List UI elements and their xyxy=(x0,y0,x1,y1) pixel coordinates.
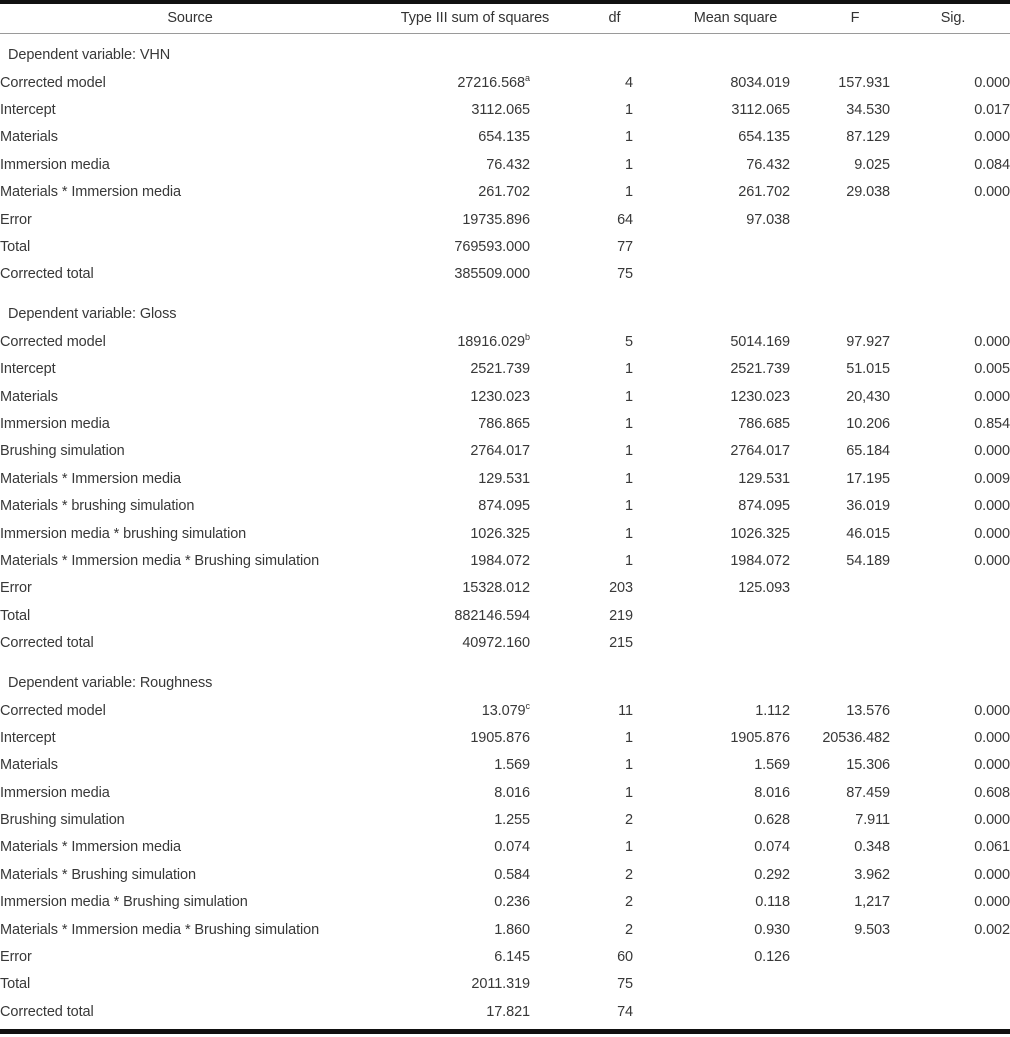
f-value-cell xyxy=(790,998,890,1025)
source-cell: Brushing simulation xyxy=(0,812,125,829)
df-cell: 2 xyxy=(625,812,633,829)
sum-of-squares-cell: 27216.568$^a$ xyxy=(457,72,530,91)
df-cell: 203 xyxy=(609,580,633,597)
df-cell: 4 xyxy=(625,74,633,91)
source-cell: Brushing simulation xyxy=(0,443,125,460)
mean-square-cell: 0.930 xyxy=(754,921,790,938)
df-cell: 1 xyxy=(625,102,633,119)
sum-of-squares-cell: 15328.012 xyxy=(462,580,530,597)
table-row xyxy=(0,179,1010,206)
mean-square-cell: 654.135 xyxy=(738,129,790,146)
f-value-cell: 20536.482 xyxy=(822,729,890,746)
sum-of-squares-cell: 2011.319 xyxy=(471,976,530,993)
table-row xyxy=(0,261,1010,288)
mean-square-cell: 1026.325 xyxy=(730,525,790,542)
mean-square-cell: 0.074 xyxy=(754,839,790,856)
column-header-type-iii-sum-of-squares: Type III sum of squares xyxy=(360,4,530,33)
header-row xyxy=(0,4,1010,33)
sum-of-squares-cell: 2764.017 xyxy=(470,443,530,460)
source-cell: Intercept xyxy=(0,729,56,746)
mean-square-cell: 8034.019 xyxy=(730,74,790,91)
table-row xyxy=(0,889,1010,916)
column-header-mean-square: Mean square xyxy=(633,4,790,33)
source-cell: Total xyxy=(0,976,31,993)
source-cell: Materials * Immersion media * Brushing simulation xyxy=(0,921,320,938)
sig-cell: 0.000 xyxy=(974,388,1010,405)
f-value-cell: 51.015 xyxy=(846,361,890,378)
table-header xyxy=(0,4,1010,33)
f-value-cell xyxy=(790,261,890,288)
mean-square-cell: 2764.017 xyxy=(730,443,790,460)
anova-table xyxy=(0,4,1010,1026)
sig-cell: 0.005 xyxy=(974,361,1010,378)
source-cell: Materials xyxy=(0,388,58,405)
sig-cell: 0.000 xyxy=(974,498,1010,515)
sum-of-squares-cell: 385509.000 xyxy=(454,266,530,283)
df-cell: 75 xyxy=(617,266,633,283)
source-cell: Materials * brushing simulation xyxy=(0,498,195,515)
f-value-cell xyxy=(790,206,890,233)
df-cell: 1 xyxy=(625,729,633,746)
table-body xyxy=(0,33,1010,1026)
mean-square-cell xyxy=(633,233,790,260)
sig-cell: 0.000 xyxy=(974,525,1010,542)
mean-square-cell: 1230.023 xyxy=(730,388,790,405)
mean-square-cell: 1905.876 xyxy=(730,729,790,746)
df-cell: 1 xyxy=(625,388,633,405)
sum-of-squares-cell: 0.236 xyxy=(494,894,530,911)
df-cell: 1 xyxy=(625,361,633,378)
sig-cell: 0.000 xyxy=(974,184,1010,201)
sum-of-squares-cell: 882146.594 xyxy=(454,607,530,624)
sum-of-squares-cell: 0.584 xyxy=(494,866,530,883)
sum-of-squares-cell: 261.702 xyxy=(478,184,530,201)
table-row xyxy=(0,69,1010,96)
table-row xyxy=(0,629,1010,656)
table-row xyxy=(0,206,1010,233)
df-cell: 219 xyxy=(609,607,633,624)
df-cell: 1 xyxy=(625,784,633,801)
sig-cell: 0.000 xyxy=(974,74,1010,91)
df-cell: 5 xyxy=(625,333,633,350)
table-row xyxy=(0,752,1010,779)
sum-of-squares-cell: 2521.739 xyxy=(470,361,530,378)
f-value-cell: 46.015 xyxy=(846,525,890,542)
df-cell: 60 xyxy=(617,949,633,966)
table-row xyxy=(0,697,1010,724)
sum-of-squares-cell: 40972.160 xyxy=(462,635,530,652)
sig-cell: 0.000 xyxy=(974,812,1010,829)
table-row xyxy=(0,233,1010,260)
sig-cell: 0.002 xyxy=(974,921,1010,938)
f-value-cell: 36.019 xyxy=(846,498,890,515)
sum-of-squares-cell: 76.432 xyxy=(486,156,530,173)
mean-square-cell: 786.685 xyxy=(738,415,790,432)
source-cell: Immersion media * brushing simulation xyxy=(0,525,247,542)
sig-cell: 0.061 xyxy=(974,839,1010,856)
sum-of-squares-cell: 1.255 xyxy=(494,812,530,829)
table-bottom-rule xyxy=(0,1029,1010,1034)
source-cell: Corrected model xyxy=(0,74,106,91)
sum-of-squares-cell: 0.074 xyxy=(494,839,530,856)
sig-cell xyxy=(890,943,1010,970)
source-cell: Error xyxy=(0,580,32,597)
column-header-sig: Sig. xyxy=(890,4,1010,33)
df-cell: 2 xyxy=(625,894,633,911)
f-value-cell: 9.025 xyxy=(854,156,890,173)
source-cell: Error xyxy=(0,949,32,966)
source-cell: Corrected model xyxy=(0,702,106,719)
df-cell: 75 xyxy=(617,976,633,993)
sig-cell: 0.017 xyxy=(974,102,1010,119)
sum-of-squares-cell: 129.531 xyxy=(478,470,530,487)
f-value-cell: 0.348 xyxy=(854,839,890,856)
table-row xyxy=(0,724,1010,751)
sig-cell xyxy=(890,261,1010,288)
df-cell: 1 xyxy=(625,470,633,487)
sig-cell: 0.009 xyxy=(974,470,1010,487)
mean-square-cell: 0.126 xyxy=(754,949,790,966)
mean-square-cell: 129.531 xyxy=(738,470,790,487)
table-row xyxy=(0,998,1010,1025)
mean-square-cell: 1984.072 xyxy=(730,552,790,569)
source-cell: Total xyxy=(0,239,31,256)
source-cell: Materials * Immersion media * Brushing simulation xyxy=(0,552,320,569)
df-cell: 1 xyxy=(625,184,633,201)
sum-of-squares-cell: 1026.325 xyxy=(470,525,530,542)
section-title: Dependent variable: Gloss xyxy=(8,306,177,323)
mean-square-cell xyxy=(633,261,790,288)
source-cell: Materials * Immersion media xyxy=(0,184,182,201)
source-cell: Materials * Brushing simulation xyxy=(0,866,196,883)
mean-square-cell: 8.016 xyxy=(754,784,790,801)
table-row xyxy=(0,356,1010,383)
f-value-cell: 7.911 xyxy=(855,812,890,829)
mean-square-cell: 3112.065 xyxy=(731,102,790,119)
sum-of-squares-cell: 1984.072 xyxy=(470,552,530,569)
footnote-marker: a xyxy=(524,72,530,83)
sum-of-squares-cell: 17.821 xyxy=(486,1003,530,1020)
df-cell: 215 xyxy=(609,635,633,652)
table-row xyxy=(0,602,1010,629)
f-value-cell: 54.189 xyxy=(846,552,890,569)
table-row xyxy=(0,943,1010,970)
table-row xyxy=(0,465,1010,492)
sig-cell: 0.000 xyxy=(974,757,1010,774)
mean-square-cell: 0.628 xyxy=(754,812,790,829)
mean-square-cell: 76.432 xyxy=(746,156,790,173)
section-title-row xyxy=(0,657,1010,697)
column-header-f: F xyxy=(790,4,890,33)
f-value-cell: 34.530 xyxy=(846,102,890,119)
sum-of-squares-cell: 6.145 xyxy=(494,949,530,966)
f-value-cell: 3.962 xyxy=(854,866,890,883)
sig-cell: 0.000 xyxy=(974,894,1010,911)
f-value-cell: 17.195 xyxy=(846,470,890,487)
section-title: Dependent variable: VHN xyxy=(8,47,171,63)
table-row xyxy=(0,438,1010,465)
source-cell: Immersion media xyxy=(0,415,110,432)
source-cell: Corrected total xyxy=(0,635,94,652)
df-cell: 1 xyxy=(625,757,633,774)
sum-of-squares-cell: 874.095 xyxy=(478,498,530,515)
mean-square-cell: 2521.739 xyxy=(730,361,790,378)
sig-cell xyxy=(890,206,1010,233)
mean-square-cell: 874.095 xyxy=(738,498,790,515)
mean-square-cell: 5014.169 xyxy=(730,333,790,350)
table-row xyxy=(0,328,1010,355)
f-value-cell xyxy=(790,602,890,629)
section-title: Dependent variable: Roughness xyxy=(8,674,213,691)
f-value-cell xyxy=(790,233,890,260)
table-row xyxy=(0,492,1010,519)
sig-cell: 0.000 xyxy=(974,333,1010,350)
mean-square-cell: 0.118 xyxy=(755,894,790,911)
df-cell: 11 xyxy=(618,702,633,719)
sig-cell: 0.000 xyxy=(974,866,1010,883)
f-value-cell xyxy=(790,971,890,998)
sig-cell xyxy=(890,602,1010,629)
table-row xyxy=(0,547,1010,574)
source-cell: Error xyxy=(0,211,32,228)
df-cell: 2 xyxy=(625,921,633,938)
footnote-marker: b xyxy=(524,331,530,342)
sig-cell xyxy=(890,998,1010,1025)
source-cell: Total xyxy=(0,607,31,624)
f-value-cell: 10.206 xyxy=(846,415,890,432)
mean-square-cell xyxy=(633,629,790,656)
df-cell: 1 xyxy=(625,525,633,542)
table-row xyxy=(0,916,1010,943)
sig-cell: 0.000 xyxy=(974,702,1010,719)
source-cell: Intercept xyxy=(0,361,56,378)
f-value-cell: 97.927 xyxy=(846,333,890,350)
f-value-cell: 13.576 xyxy=(846,702,890,719)
f-value-cell: 65.184 xyxy=(846,443,890,460)
mean-square-cell: 261.702 xyxy=(738,184,790,201)
sum-of-squares-cell: 3112.065 xyxy=(471,102,530,119)
mean-square-cell: 1.569 xyxy=(754,757,790,774)
sig-cell: 0.854 xyxy=(974,415,1010,432)
sig-cell xyxy=(890,575,1010,602)
table-row xyxy=(0,124,1010,151)
mean-square-cell xyxy=(633,971,790,998)
section-title-row xyxy=(0,288,1010,328)
f-value-cell: 9.503 xyxy=(854,921,890,938)
table-row xyxy=(0,861,1010,888)
source-cell: Corrected total xyxy=(0,1003,94,1020)
f-value-cell xyxy=(790,629,890,656)
f-value-cell: 15.306 xyxy=(846,757,890,774)
sig-cell xyxy=(890,971,1010,998)
source-cell: Intercept xyxy=(0,102,56,119)
df-cell: 1 xyxy=(625,552,633,569)
df-cell: 77 xyxy=(617,239,633,256)
f-value-cell xyxy=(790,943,890,970)
mean-square-cell xyxy=(633,602,790,629)
sig-cell: 0.608 xyxy=(974,784,1010,801)
sum-of-squares-cell: 1230.023 xyxy=(470,388,530,405)
sig-cell: 0.084 xyxy=(974,156,1010,173)
table-row xyxy=(0,383,1010,410)
sig-cell: 0.000 xyxy=(974,129,1010,146)
df-cell: 1 xyxy=(625,498,633,515)
sum-of-squares-cell: 769593.000 xyxy=(454,239,530,256)
sum-of-squares-cell: 1905.876 xyxy=(470,729,530,746)
f-value-cell: 20,430 xyxy=(846,388,890,405)
mean-square-cell: 125.093 xyxy=(738,580,790,597)
source-cell: Immersion media * Brushing simulation xyxy=(0,894,248,911)
sig-cell: 0.000 xyxy=(974,729,1010,746)
sum-of-squares-cell: 13.079$^c$ xyxy=(481,700,530,719)
sum-of-squares-cell: 19735.896 xyxy=(462,211,530,228)
column-header-df: df xyxy=(530,4,633,33)
f-value-cell: 87.459 xyxy=(846,784,890,801)
table-row xyxy=(0,971,1010,998)
df-cell: 74 xyxy=(617,1003,633,1020)
f-value-cell xyxy=(790,575,890,602)
f-value-cell: 87.129 xyxy=(846,129,890,146)
sig-cell: 0.000 xyxy=(974,552,1010,569)
table-row xyxy=(0,779,1010,806)
table-row xyxy=(0,834,1010,861)
source-cell: Corrected total xyxy=(0,266,94,283)
sum-of-squares-cell: 8.016 xyxy=(494,784,530,801)
table-row xyxy=(0,96,1010,123)
source-cell: Materials xyxy=(0,129,58,146)
table-row xyxy=(0,410,1010,437)
df-cell: 2 xyxy=(625,866,633,883)
sig-cell: 0.000 xyxy=(974,443,1010,460)
section-title-row xyxy=(0,33,1010,69)
mean-square-cell: 1.112 xyxy=(755,702,790,719)
table-row xyxy=(0,575,1010,602)
df-cell: 1 xyxy=(625,415,633,432)
column-header-source: Source xyxy=(0,4,360,33)
source-cell: Immersion media xyxy=(0,784,110,801)
footnote-marker: c xyxy=(525,700,530,711)
sum-of-squares-cell: 18916.029$^b$ xyxy=(457,331,530,350)
source-cell: Corrected model xyxy=(0,333,106,350)
df-cell: 1 xyxy=(625,443,633,460)
f-value-cell: 1,217 xyxy=(854,894,890,911)
df-cell: 1 xyxy=(625,129,633,146)
mean-square-cell: 97.038 xyxy=(746,211,790,228)
mean-square-cell: 0.292 xyxy=(754,866,790,883)
sum-of-squares-cell: 654.135 xyxy=(478,129,530,146)
table-row xyxy=(0,520,1010,547)
sum-of-squares-cell: 1.569 xyxy=(494,757,530,774)
f-value-cell: 29.038 xyxy=(846,184,890,201)
table-row xyxy=(0,806,1010,833)
df-cell: 1 xyxy=(625,156,633,173)
df-cell: 64 xyxy=(617,211,633,228)
f-value-cell: 157.931 xyxy=(838,74,890,91)
sig-cell xyxy=(890,629,1010,656)
source-cell: Materials xyxy=(0,757,58,774)
mean-square-cell xyxy=(633,998,790,1025)
sum-of-squares-cell: 786.865 xyxy=(478,415,530,432)
source-cell: Materials * Immersion media xyxy=(0,470,182,487)
sig-cell xyxy=(890,233,1010,260)
source-cell: Immersion media xyxy=(0,156,110,173)
source-cell: Materials * Immersion media xyxy=(0,839,182,856)
table-row xyxy=(0,151,1010,178)
sum-of-squares-cell: 1.860 xyxy=(494,921,530,938)
df-cell: 1 xyxy=(625,839,633,856)
